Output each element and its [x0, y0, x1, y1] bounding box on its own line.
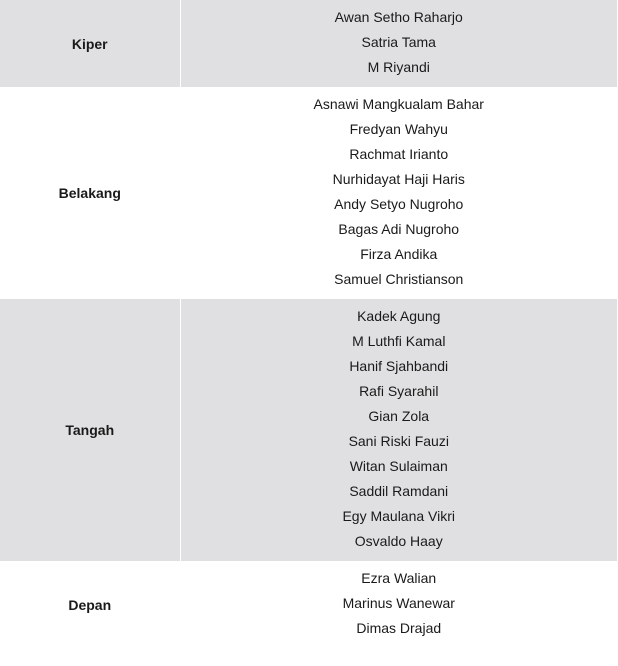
player-name: Fredyan Wahyu [349, 121, 448, 137]
position-label: Tangah [0, 299, 180, 561]
player-name: Awan Setho Raharjo [334, 9, 463, 25]
player-name: Samuel Christianson [334, 271, 464, 287]
position-group-row [0, 299, 617, 561]
player-list [180, 87, 617, 299]
player-name: Rachmat Irianto [349, 146, 449, 162]
player-list [180, 0, 617, 87]
player-name: Dimas Drajad [356, 620, 442, 636]
player-name: Witan Sulaiman [349, 458, 448, 474]
player-list [180, 299, 617, 561]
player-name: Andy Setyo Nugroho [334, 196, 464, 212]
position-label: Belakang [0, 87, 180, 299]
position-label: Depan [0, 561, 180, 648]
player-name: Nurhidayat Haji Haris [332, 171, 465, 187]
player-name: Egy Maulana Vikri [342, 508, 456, 524]
player-name: Rafi Syarahil [359, 383, 439, 399]
player-name: Marinus Wanewar [342, 595, 455, 611]
position-group-row [0, 561, 617, 648]
position-group-row [0, 0, 617, 87]
player-name: Hanif Sjahbandi [349, 358, 449, 374]
player-name: Osvaldo Haay [354, 533, 443, 549]
player-name: M Luthfi Kamal [352, 333, 446, 349]
player-name: Gian Zola [368, 408, 430, 424]
player-name: Firza Andika [360, 246, 438, 262]
player-name: Kadek Agung [357, 308, 441, 324]
player-list [180, 561, 617, 648]
player-name: Saddil Ramdani [349, 483, 449, 499]
player-name: Bagas Adi Nugroho [338, 221, 460, 237]
position-label: Kiper [0, 0, 180, 87]
position-group-row [0, 87, 617, 299]
player-name: Sani Riski Fauzi [348, 433, 449, 449]
player-name: M Riyandi [367, 59, 430, 75]
player-name: Ezra Walian [361, 570, 437, 586]
player-name: Asnawi Mangkualam Bahar [313, 96, 484, 112]
player-name: Satria Tama [361, 34, 436, 50]
